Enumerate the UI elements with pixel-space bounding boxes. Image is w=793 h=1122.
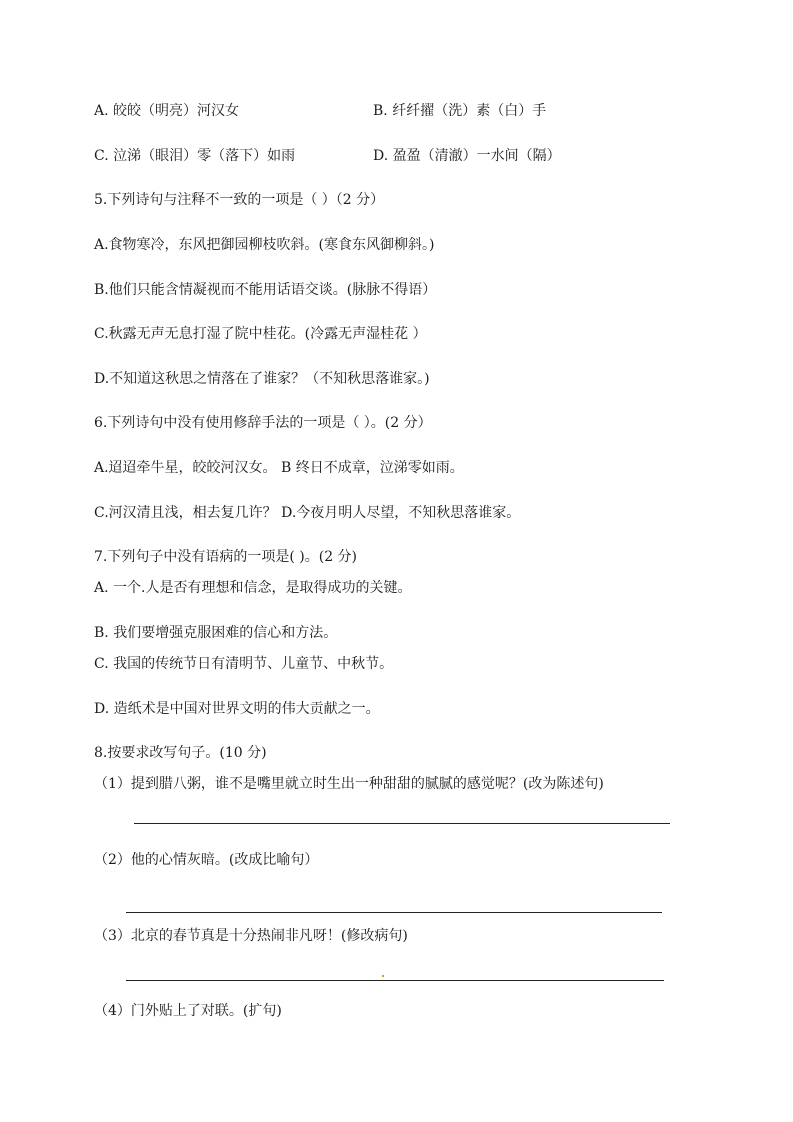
question-stem: 7.下列句子中没有语病的一项是( )。(2 分) (94, 549, 358, 565)
rewrite-item-3: （3）北京的春节真是十分热闹非凡呀！(修改病句) (94, 928, 408, 944)
rewrite-item-4: （4）门外贴上了对联。(扩句) (94, 1003, 282, 1019)
rewrite-item-2: （2）他的心情灰暗。(改成比喻句） (94, 852, 319, 868)
option-a: A. 一个.人是否有理想和信念，是取得成功的关键。 (94, 580, 412, 596)
option-b: B.他们只能含情凝视而不能用话语交谈。(脉脉不得语） (94, 282, 437, 298)
option-a: A. 皎皎（明亮）河汉女 (94, 103, 240, 119)
answer-line-3[interactable] (126, 980, 664, 981)
option-c: C. 泣涕（眼泪）零（落下）如雨 (94, 148, 296, 164)
option-d: D. 盈盈（清澈）一水间（隔） (373, 148, 561, 164)
question-stem: 6.下列诗句中没有使用修辞手法的一项是（ ）。(2 分） (94, 415, 432, 431)
answer-line-2[interactable] (126, 912, 662, 913)
option-b: B. 纤纤擢（洗）素（白）手 (373, 103, 547, 119)
question-stem: 8.按要求改写句子。(10 分) (94, 745, 267, 761)
option-c: C.秋露无声无息打湿了院中桂花。(冷露无声湿桂花 ） (94, 326, 427, 342)
option-b: B. 我们要增强克服困难的信心和方法。 (94, 625, 338, 641)
option-c: C. 我国的传统节日有清明节、儿童节、中秋节。 (94, 656, 394, 672)
speck-mark (382, 975, 384, 977)
option-d: D.不知道这秋思之情落在了谁家？（不知秋思落谁家。) (94, 371, 430, 387)
option-a: A.食物寒冷，东风把御园柳枝吹斜。(寒食东风御柳斜。) (94, 237, 435, 253)
answer-line-1[interactable] (134, 823, 670, 824)
option-cd: C.河汉清且浅，相去复几许？ D.今夜月明人尽望，不知秋思落谁家。 (94, 505, 521, 521)
rewrite-item-1: （1）提到腊八粥，谁不是嘴里就立时生出一种甜甜的腻腻的感觉呢？(改为陈述句) (94, 776, 604, 792)
question-stem: 5.下列诗句与注释不一致的一项是（ ）（2 分） (94, 192, 385, 208)
option-d: D. 造纸术是中国对世界文明的伟大贡献之一。 (94, 701, 380, 717)
option-ab: A.迢迢牵牛星，皎皎河汉女。 B 终日不成章，泣涕零如雨。 (94, 460, 464, 476)
